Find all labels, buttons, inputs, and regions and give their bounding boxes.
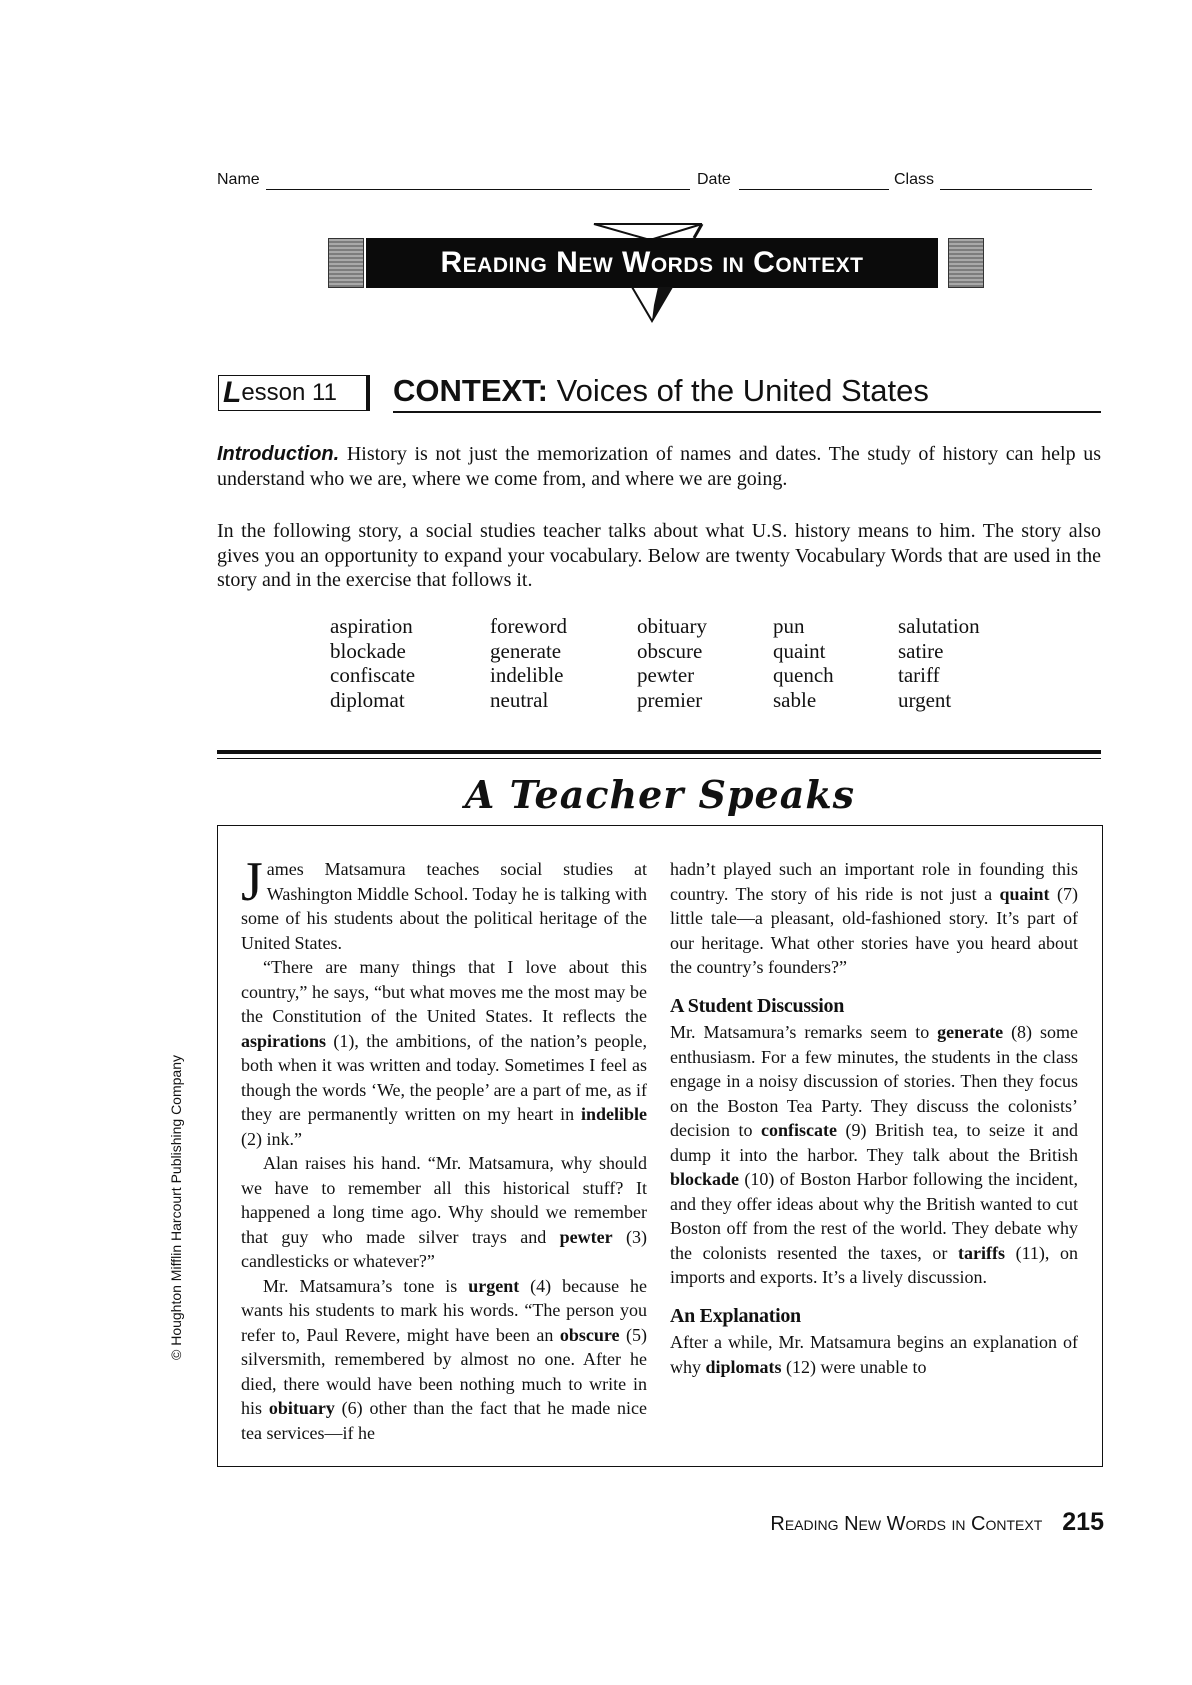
story-text: (6) other than the fact that he made nice tea services—if he (241, 1398, 647, 1443)
story-left-column (241, 851, 647, 1445)
date-line (739, 189, 889, 190)
story-paragraph (241, 851, 647, 955)
story-paragraph (670, 857, 1078, 980)
vocab-word: sable (773, 687, 817, 712)
vocab-highlight: confiscate (761, 1120, 837, 1140)
story-text: hadn’t played such an important role in founding this country. The story of his ride is not just a (670, 859, 1078, 904)
footer-title: Reading New Words in Context (770, 1513, 1043, 1535)
vocab-highlight: pewter (559, 1226, 613, 1247)
story-text: (5) silversmith, remembered by almost no one. After he died, there would have been nothing much to write in his (241, 1324, 647, 1418)
vocab-word: generate (490, 638, 562, 663)
story-paragraph (241, 1274, 647, 1446)
story-text: (4) because he wants his students to mark his words. “The person you refer to, Paul Revere, might have been an (241, 1275, 647, 1345)
vocab-highlight: quaint (999, 883, 1050, 904)
story-text: After a while, Mr. Matsamura begins an explanation of why (670, 1332, 1078, 1377)
vocab-word: indelible (490, 663, 564, 687)
vocab-word: satire (898, 638, 944, 663)
introduction-text: History is not just the memorization of names and dates. The study of history can help us understand who we are, where we come from, and where we are going. (217, 443, 1101, 490)
story-title: A Teacher Speaks (464, 772, 856, 817)
story-paragraph (670, 1330, 1078, 1379)
banner-arrow-bottom (628, 287, 676, 327)
page-footer (770, 1508, 1104, 1537)
story-text: (1), the ambitions, of the nation’s people, both when it was written and today. Sometimes I feel as though the words ‘We, the people’ are a part of me, as if they are permanently written on my heart in (241, 1030, 647, 1124)
story-text: ames Matsamura teaches social studies at Washington Middle School. Today he is talking with some of his students about the political heritage of the United States. (241, 859, 647, 953)
vocab-highlight: obscure (559, 1324, 620, 1345)
name-label: Name (217, 171, 260, 188)
story-intro-paragraph: In the following story, a social studies teacher talks about what U.S. history means to him. The story also gives you an opportunity to expand your vocabulary. Below are twenty Vocabulary Words that are used in the story and in the exercise that follows it. (217, 520, 1101, 591)
vocab-highlight: obituary (268, 1398, 335, 1418)
story-text: Alan raises his hand. “Mr. Matsamura, why should we have to remember all this historical stuff? It happened a long time ago. Why should we remember that guy who made silver trays and (241, 1153, 647, 1247)
story-text: Mr. Matsamura’s remarks seem to (670, 1022, 938, 1042)
vocab-highlight: diplomats (705, 1356, 782, 1377)
story-paragraph (670, 1020, 1078, 1290)
introduction-paragraph (217, 442, 1101, 491)
vocab-word: foreword (490, 614, 567, 638)
vocab-word: premier (637, 687, 703, 712)
vocab-word: neutral (490, 687, 549, 712)
story-text: (7) little tale—a pleasant, old-fashioned story. It’s part of our heritage. What other stories have you heard about the country’s founders?” (670, 883, 1078, 977)
vocab-highlight: urgent (468, 1275, 520, 1296)
vocab-word: diplomat (330, 687, 405, 712)
introduction-label: Introduction. (217, 443, 340, 465)
context-subject: Voices of the United States (556, 373, 929, 408)
story-text: Mr. Matsamura’s tone is (263, 1275, 469, 1296)
class-label: Class (894, 171, 935, 188)
story-text: (9) British tea, to seize it and dump it into the harbor. They talk about the British (670, 1120, 1078, 1165)
section-heading: An Explanation (670, 1304, 801, 1327)
vocab-word: aspiration (330, 614, 413, 638)
copyright-notice: © Houghton Mifflin Harcourt Publishing Company (168, 1055, 184, 1360)
vocab-word: obscure (637, 638, 703, 663)
page-number: 215 (1062, 1508, 1104, 1536)
section-rule-thick (217, 750, 1101, 754)
vocab-word: obituary (637, 614, 707, 638)
story-text: (3) candlesticks or whatever?” (241, 1226, 647, 1271)
vocab-highlight: generate (937, 1022, 1004, 1042)
story-text: “There are many things that I love about this country,” he says, “but what moves me the most may be the Constitution of the United States. It reflects the (241, 957, 647, 1026)
section-rule-thin (217, 758, 1101, 759)
lesson-label: esson 11 (241, 379, 337, 406)
vocab-word: salutation (898, 614, 980, 638)
vocab-highlight: aspirations (241, 1030, 327, 1051)
vocab-word: pun (773, 614, 805, 638)
story-paragraph (241, 955, 647, 1151)
drop-cap: J (241, 851, 263, 913)
story-paragraph (241, 1151, 647, 1274)
vocab-word: confiscate (330, 663, 416, 687)
vocab-word: blockade (330, 638, 406, 663)
vocab-word: tariff (898, 663, 940, 687)
banner-left-block (328, 238, 364, 288)
vocabulary-list (330, 614, 1018, 712)
context-rule (393, 411, 1101, 413)
vocab-word: urgent (898, 687, 952, 712)
lesson-number (218, 375, 370, 411)
name-line (266, 189, 690, 190)
banner-title: Reading New Words in Context (366, 238, 938, 288)
story-text: (10) of Boston Harbor following the incident, and they offer ideas about why the British wanted to cut Boston off from the rest of the world. They debate why the colonists resented the taxes, or (670, 1169, 1078, 1263)
story-text: (8) some enthusiasm. For a few minutes, the students in the class engage in a noisy discussion of stories. Then they focus on the Boston Tea Party. They discuss the colonists’ decision to (670, 1022, 1078, 1140)
vocab-highlight: indelible (580, 1104, 647, 1124)
story-text: (12) were unable to (781, 1356, 927, 1377)
section-heading: A Student Discussion (670, 994, 845, 1017)
date-label: Date (697, 171, 731, 188)
story-right-column (670, 857, 1078, 1379)
lesson-initial: L (223, 376, 242, 409)
vocab-word: quaint (773, 638, 826, 663)
story-text: (2) ink.” (241, 1128, 302, 1149)
vocab-word: pewter (637, 663, 695, 687)
context-label: CONTEXT: (393, 373, 548, 408)
context-title (393, 373, 929, 409)
story-text: (11), on imports and exports. It’s a lively discussion. (670, 1242, 1078, 1287)
banner-right-block (948, 238, 984, 288)
vocab-highlight: tariffs (958, 1242, 1005, 1263)
vocab-word: quench (773, 663, 834, 687)
class-line (940, 189, 1092, 190)
vocab-highlight: blockade (670, 1169, 740, 1189)
